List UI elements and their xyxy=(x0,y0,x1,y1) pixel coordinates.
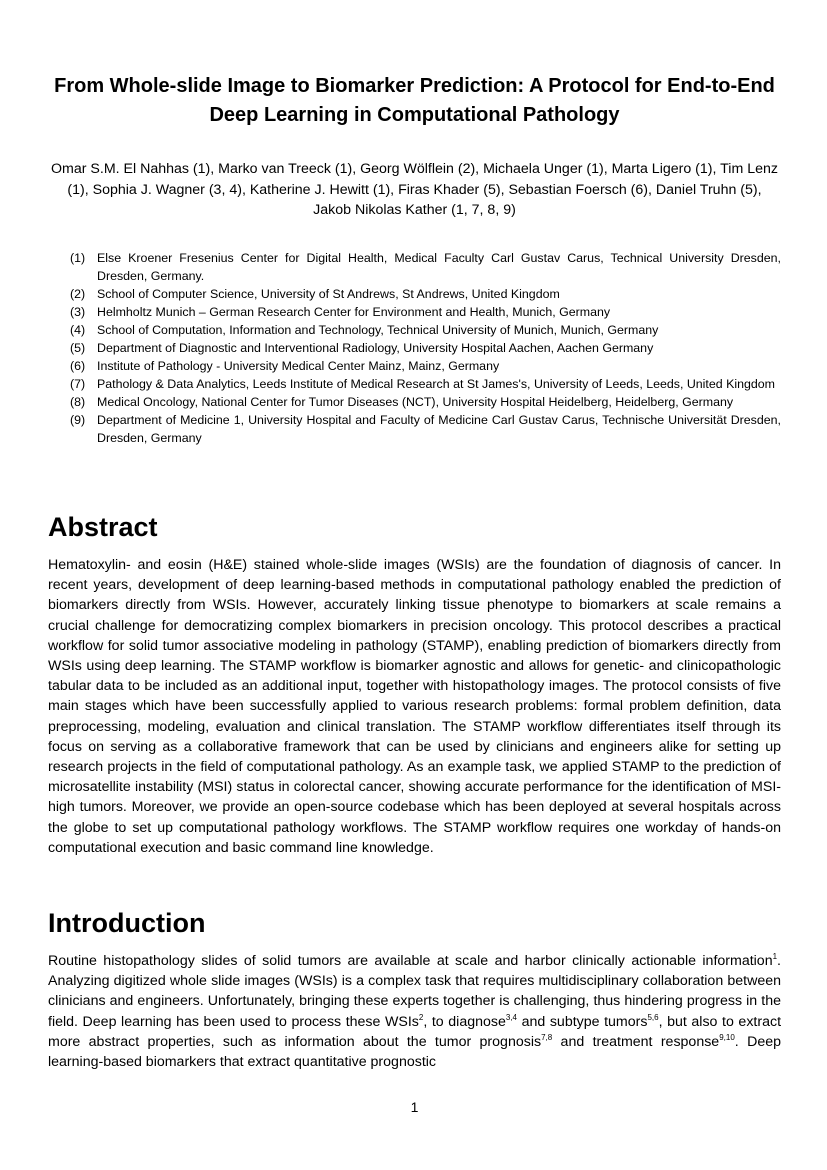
affiliation-list xyxy=(70,249,781,447)
affiliation-number: (7) xyxy=(70,377,86,391)
page-number: 1 xyxy=(410,1099,419,1115)
citation-superscript[interactable]: 3,4 xyxy=(505,1012,517,1022)
affiliation-number: (2) xyxy=(70,287,86,301)
affiliation-text: Medical Oncology, National Center for Tumor Diseases (NCT), University Hospital Heidelberg, Heidelberg, Germany xyxy=(97,395,734,409)
affiliation-number: (5) xyxy=(70,341,86,355)
affiliation-text: Pathology & Data Analytics, Leeds Institute of Medical Research at St James's, University of Leeds, Leeds, United Kingdom xyxy=(97,377,776,391)
citation-superscript[interactable]: 5,6 xyxy=(647,1012,659,1022)
abstract-heading: Abstract xyxy=(48,512,158,542)
affiliation-text: Department of Medicine 1, University Hospital and Faculty of Medicine Carl Gustav Carus, Technische Universität Dresden, Dresden, Germany xyxy=(97,413,781,445)
affiliation-text: Helmholtz Munich – German Research Center for Environment and Health, Munich, Germany xyxy=(97,305,611,319)
affiliation-text: School of Computation, Information and Technology, Technical University of Munich, Munich, Germany xyxy=(97,323,659,337)
intro-text-segment: and treatment response xyxy=(552,1033,720,1050)
affiliation-text: Institute of Pathology - University Medical Center Mainz, Mainz, Germany xyxy=(97,359,500,373)
intro-text-segment: , to diagnose xyxy=(423,1013,506,1030)
citation-superscript[interactable]: 1 xyxy=(772,952,778,961)
affiliation-item xyxy=(70,249,781,285)
citation-superscript[interactable]: 7,8 xyxy=(541,1032,553,1042)
abstract-text: Hematoxylin- and eosin (H&E) stained whole-slide images (WSIs) are the foundation of diagnosis of cancer. In recent years, development of deep learning-based methods in computational pathology enabled the prediction of biomarkers directly from WSIs. However, accurately linking tissue phenotype to biomarkers at scale remains a crucial challenge for democratizing complex biomarkers in precision oncology. This protocol describes a practical workflow for solid tumor associative modeling in pathology (STAMP), enabling prediction of biomarkers directly from WSIs using deep learning. The STAMP workflow is biomarker agnostic and allows for genetic- and clinicopathologic tabular data to be included as an additional input, together with histopathology images. The protocol consists of five main stages which have been successfully applied to various research problems: formal problem definition, data preprocessing, modeling, evaluation and clinical translation. The STAMP workflow differentiates itself through its focus on serving as a collaborative framework that can be used by clinicians and engineers alike for setting up research projects in the field of computational pathology. As an example task, we applied STAMP to the prediction of microsatellite instability (MSI) status in colorectal cancer, showing accurate performance for the identification of MSI-high tumors. Moreover, we provide an open-source codebase which has been deployed at several hospitals across the globe to set up computational pathology workflows. The STAMP workflow requires one workday of hands-on computational execution and basic command line knowledge. xyxy=(48,557,781,856)
affiliation-item xyxy=(70,321,781,339)
affiliation-item xyxy=(70,411,781,447)
affiliation-text: Else Kroener Fresenius Center for Digital Health, Medical Faculty Carl Gustav Carus, Technical University Dresden, Dresden, Germany. xyxy=(97,251,781,283)
intro-text-segment: , but also to extract more abstract properties, such as information about the tumor prognosis xyxy=(48,1013,782,1050)
intro-text-segment: and subtype tumors xyxy=(517,1013,648,1030)
affiliation-item xyxy=(70,303,781,321)
affiliation-number: (1) xyxy=(70,251,86,265)
affiliation-text: School of Computer Science, University of St Andrews, St Andrews, United Kingdom xyxy=(97,287,560,301)
affiliation-text: Department of Diagnostic and Interventional Radiology, University Hospital Aachen, Aachen Germany xyxy=(97,341,654,355)
affiliation-number: (3) xyxy=(70,305,86,319)
introduction-heading: Introduction xyxy=(48,908,206,938)
citation-superscript[interactable]: 2 xyxy=(418,1012,424,1022)
introduction-text xyxy=(48,951,781,1072)
affiliation-number: (8) xyxy=(70,395,86,409)
affiliation-item xyxy=(70,357,781,375)
intro-text-segment: . Deep learning-based biomarkers that extract quantitative prognostic xyxy=(48,1033,781,1071)
affiliation-item xyxy=(70,393,781,411)
intro-text-segment: . Analyzing digitized whole slide images (WSIs) is a complex task that requires multidisciplinary collaboration between clinicians and engineers. Unfortunately, bringing these experts together is challenging, thus hindering progress in the field. Deep learning has been used to process these WSIs xyxy=(48,953,781,1030)
affiliation-item xyxy=(70,375,781,393)
paper-title: From Whole-slide Image to Biomarker Prediction: A Protocol for End-to-End Deep Learning in Computational Pathology xyxy=(54,75,775,126)
affiliation-number: (4) xyxy=(70,323,86,337)
citation-superscript[interactable]: 9,10 xyxy=(719,1032,735,1042)
intro-text-segment: Routine histopathology slides of solid tumors are available at scale and harbor clinically actionable information xyxy=(48,953,773,969)
author-list: Omar S.M. El Nahhas (1), Marko van Treeck (1), Georg Wölflein (2), Michaela Unger (1), Marta Ligero (1), Tim Lenz (1), Sophia J. Wagner (3, 4), Katherine J. Hewitt (1), Firas Khader (5), Sebastian Foersch (6), Daniel Truhn (5), Jakob Nikolas Kather (1, 7, 8, 9) xyxy=(51,161,778,218)
affiliation-item xyxy=(70,339,781,357)
affiliation-item xyxy=(70,285,781,303)
affiliation-number: (6) xyxy=(70,359,86,373)
affiliation-number: (9) xyxy=(70,413,86,427)
